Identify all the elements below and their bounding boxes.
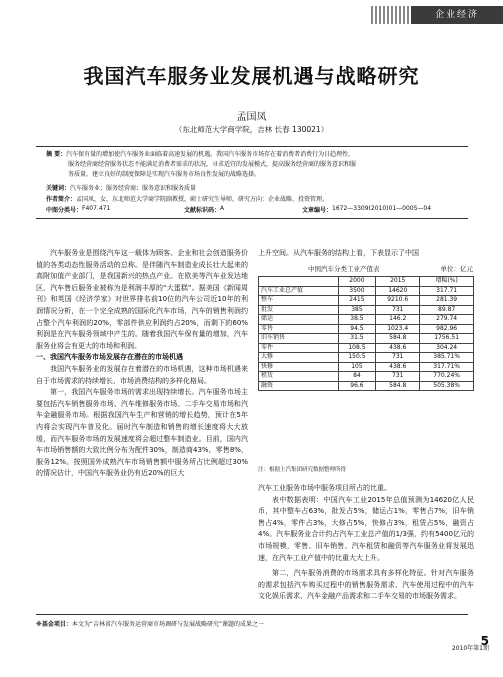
table-row-label: 旧车销售 [259,334,339,344]
table-cell: 304.24 [420,343,474,353]
table-cell: 279.74 [420,315,474,325]
author-info: 孟国凤，女，东北师范大学商学院副教授，硕士研究生导师，研究方向：企业战略、投资管理。 [76,196,329,203]
table-cell: 982.96 [420,324,474,334]
paragraph-structure: 上升空间。从汽车服务的结构上看，下表显示了中国 [258,249,419,257]
table-cell: 2415 [338,296,376,306]
table-cell: 84 [338,372,376,382]
table-row [259,305,474,315]
table-row-label: 储运 [259,315,339,325]
table-row-label: 批发 [259,305,339,315]
table-cell: 385 [338,305,376,315]
table-row [259,372,474,382]
clc-label: 中图分类号： [46,207,83,214]
table-row-label [259,277,339,287]
section-tag: 企业经济 [411,6,503,24]
table-cell: 731 [376,353,420,363]
abstract [46,150,460,180]
article-no-value: 1672—3309(2010)01—0005—04 [332,205,432,212]
table-row-label: 租赁 [259,372,339,382]
divider-top [36,146,468,147]
abstract-line-3: 务质量，建立良好的制度保障是实现汽车服务市场良性发展的战略选择。 [68,171,261,178]
table-title: 中国汽车分类工业产值表 [308,265,380,273]
table-cell: 108.5 [338,343,376,353]
table-row-label: 汽车工业总产值 [259,286,339,296]
table-cell: 31.5 [338,334,376,344]
table-cell: 3500 [338,286,376,296]
table-cell: 150.5 [338,353,376,363]
article-no-label: 文章编号： [302,207,333,214]
table-cell: 14620 [376,286,420,296]
table-cell: 89.87 [420,305,474,315]
table-unit: 单位：亿元 [440,265,473,273]
journal-issue: 2010年第1期 [451,645,489,652]
header-stripe [371,6,411,24]
abstract-label: 摘 要： [46,151,67,158]
table-row-label: 大修 [259,353,339,363]
table-row [259,324,474,334]
page-number: 5 [480,634,489,648]
table-cell: 1023.4 [376,324,420,334]
table-cell: 731 [376,372,420,382]
paragraph-second: 第二，汽车服务消费的市场需求具有多样化特征。针对汽车服务的需求包括汽车购买过程中的销售服务需求、汽车使用过程中的汽车文化娱乐需求、汽车金融产品需求和二手车交易的市场服务需求。 [258,569,474,601]
doc-code-value: A [220,205,225,212]
paragraph-first: 第一，我国汽车服务市场的需求出现持续增长。汽车服务市场主要包括汽车销售服务市场、汽车维修服务市场、二手车交易市场和汽车金融服务市场。根据我国汽车生产和营销的增长趋势，预计在5年内将会实现汽车普及化。届时汽车制造和销售的增长速度将大大放缓，而汽车服务市场的发展速度将会超过整车制造业。目前，国内汽车市场销售额的大致比例分布为配件30%，制造商43%，零售8%，服务12%。按照国外成熟汽车市场销售额中服务所占比例超过30%的情况估计，中国汽车服务业仍有近20%的巨大 [36,388,248,478]
paragraph-opportunity: 我国汽车服务业的发展存在着潜在的市场机遇，这种市场机遇来自于市场需求的持续增长、市场消费结构的多样化格局。 [36,364,248,385]
article-affiliation: （东北师范大学商学院，吉林 长春 130021） [174,125,329,134]
table-row [259,381,474,391]
table-cell: 2000 [338,277,376,287]
right-column-top [258,248,474,260]
table-cell: 385.71% [420,353,474,363]
keywords-label: 关键词： [46,185,71,192]
left-column [36,248,248,480]
table-cell: 增幅(%) [420,277,474,287]
table-row [259,315,474,325]
table-cell: 96.6 [338,381,376,391]
table-cell: 317.71 [420,286,474,296]
paragraph-intro: 汽车服务业是围绕汽车这一载体为顾客、企业和社会创造服务价值的各类动态性服务活动的总称。是伴随汽车制造业成长壮大起来的高附加值产业部门，是我国新兴的热点产业。在欧美等汽车业发达地区，汽车售后服务业被称为是利润丰厚的“大蛋糕”。据美国《新闻周刊》和英国《经济学家》对世界排名前10位的汽车公司近10年的利润情况分析，在一个完全成熟的国际化汽车市场，汽车的销售利润约占整个汽车利润的20%，零部件供应利润约占20%，而剩下的60%利润是在汽车服务领域中产生的。随着我国汽车保有量的增加，汽车服务业将会有更大的市场和利润。 [36,249,248,350]
table-row-label: 零件 [259,343,339,353]
paragraph-table-lead: 汽车工业服务市场中服务项目所占的比重。 [258,484,391,492]
table-cell: 2015 [376,277,420,287]
table-row [259,334,474,344]
table-cell: 770.24% [420,372,474,382]
table-cell: 438.6 [376,343,420,353]
table-row [259,343,474,353]
table-cell: 731 [376,305,420,315]
clc-value: F407.471 [82,205,111,212]
table-cell: 9210.6 [376,296,420,306]
article-author: 孟国凤 [236,112,267,123]
classification-row [46,205,460,215]
article-title: 我国汽车服务业发展机遇与战略研究 [83,64,420,88]
table-cell: 1756.51 [420,334,474,344]
fund-label: ※基金项目： [36,621,72,628]
author-info-row [46,194,460,204]
table-cell: 105 [338,362,376,372]
table-header-row [259,277,474,287]
table-row [259,296,474,306]
table-cell: 317.71% [420,362,474,372]
table-row [259,362,474,372]
table-row [259,286,474,296]
section-heading-1: 一、我国汽车服务市场发展存在潜在的市场机遇 [36,353,183,362]
keywords: 汽车服务业；服务经营商；服务意识和服务质量 [70,185,197,192]
table-cell: 505.38% [420,381,474,391]
table-cell: 94.5 [338,324,376,334]
table-cell: 584.8 [376,334,420,344]
table-cell: 281.39 [420,296,474,306]
right-column [258,483,474,603]
abstract-line-2: 服务经营商经营服务状态不能满足消费者需求的状况，寻求适宜的发展模式，提高服务经营商的服务意识和服 [68,161,357,168]
table-row-label: 整车 [259,296,339,306]
divider-footer [36,614,468,615]
table-cell: 584.8 [376,381,420,391]
table-row-label: 零售 [259,324,339,334]
table-row-label: 融资 [259,381,339,391]
fund-text: 本文为“吉林省汽车服务运营商市场调研与发展战略研究”课题的成果之一 [71,621,265,628]
table-cell: 146.2 [376,315,420,325]
industry-output-table [258,276,474,391]
divider-abstract [36,218,468,219]
table-cell: 38.5 [338,315,376,325]
table-cell: 438.6 [376,362,420,372]
table-row [259,353,474,363]
table-note: 注：根据上汽集团研究数据整理所得 [258,467,347,473]
fund-note [36,619,476,628]
page-info [451,634,489,653]
abstract-line-1: 汽车保有量的增加使汽车服务业面临着高速发展的机遇。我国汽车服务市场存在着消费者消费行为日趋理性、 [66,151,355,158]
paragraph-table-analysis: 表中数据表明：中国汽车工业2015年总值预测为14620亿人民币，其中整车占63%，批发占5%，储运占1%，零售占7%，旧车销售占4%，零件占3%，大修占5%，快修占3%，租赁占5%，融资占4%。汽车服务业合计约占汽车工业总产值的1/3强，约有5400亿元的市场规模，零售、旧车销售、汽车租赁和融资等汽车服务业将发展迅速，在汽车工业产值中的比重大大上升。 [258,495,474,562]
table-row-label: 快修 [259,362,339,372]
doc-code-label: 文献标识码： [184,207,221,214]
author-info-label: 作者简介： [46,196,77,203]
keywords-row [46,183,460,193]
